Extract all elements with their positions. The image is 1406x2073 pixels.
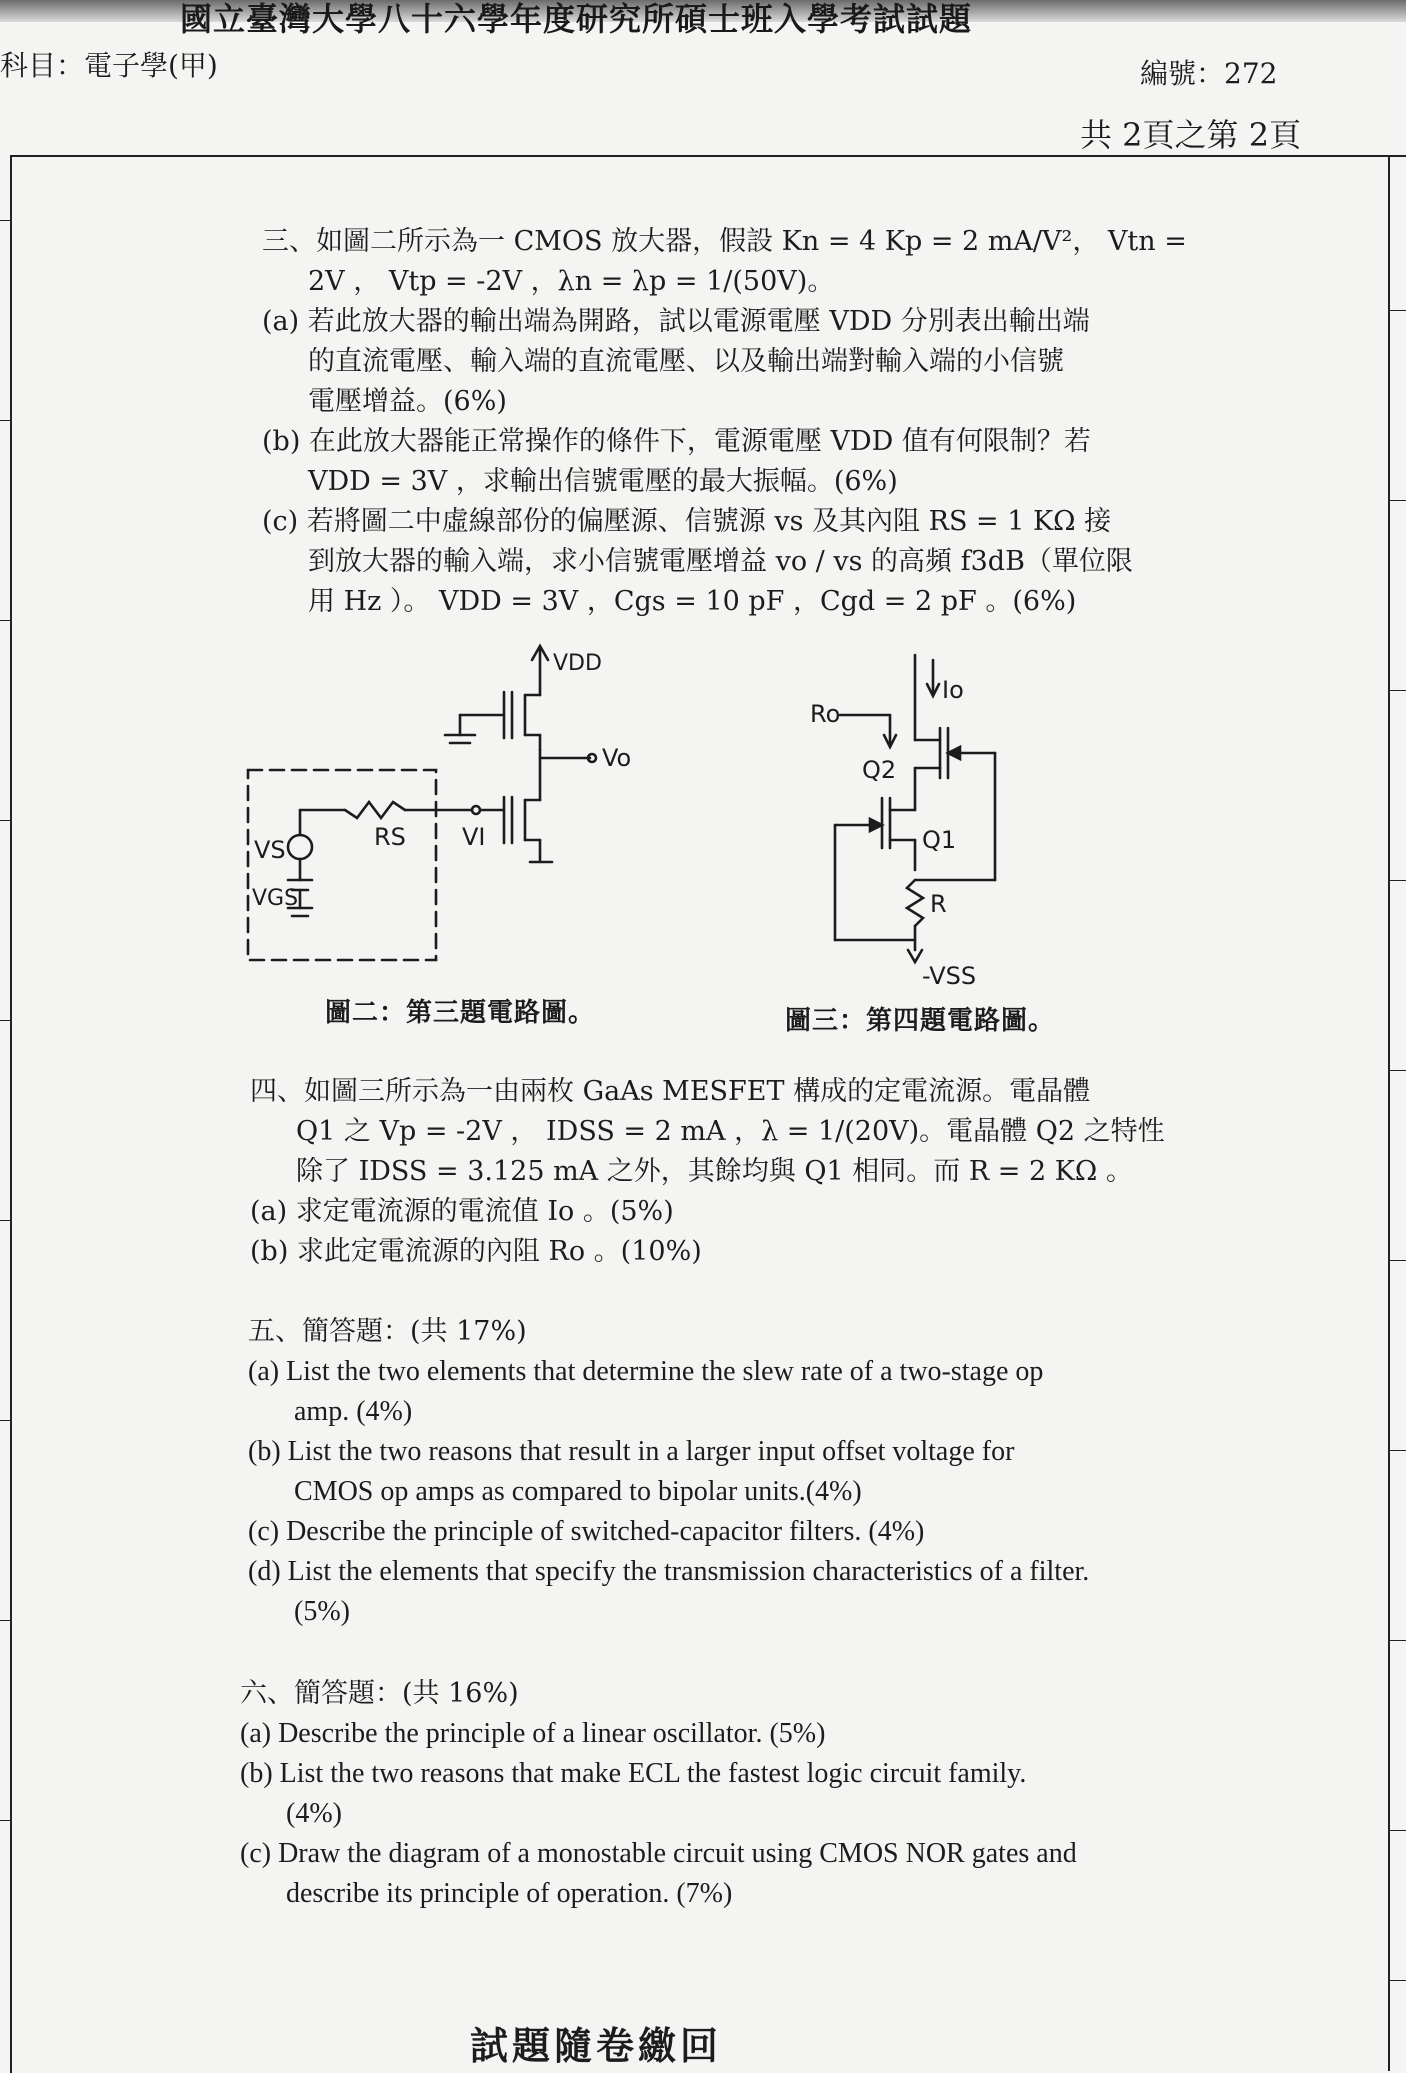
q5d-line: (5%) (294, 1596, 350, 1627)
q4-line: Q1 之 Vp = -2V ， IDSS = 2 mA ，λ = 1/(20V)。電晶體 Q2 之特性 (296, 1116, 1165, 1147)
institution-title: 國立臺灣大學八十六學年度研究所碩士班入學考試試題 (180, 0, 973, 38)
q3c-line: 到放大器的輸入端，求小信號電壓增益 vo / vs 的高頻 f3dB（單位限 (308, 546, 1133, 577)
margin-tick (1388, 1980, 1406, 1981)
question-5 (248, 1312, 1089, 1632)
margin-tick (1388, 690, 1406, 691)
q3a-line: 電壓增益。(6%) (308, 386, 507, 417)
margin-tick (0, 220, 10, 221)
margin-tick (0, 820, 10, 821)
vo-label: Vo (602, 744, 632, 772)
rs-label: RS (374, 823, 406, 851)
subject-label: 科目：電子學(甲) (0, 49, 218, 82)
q4b-line: (b) 求此定電流源的內阻 Ro 。(10%) (250, 1236, 702, 1267)
r-label: R (930, 890, 947, 918)
figure-3-caption: 圖三：第四題電路圖。 (785, 1006, 1056, 1036)
figure-2-cmos-amplifier (240, 640, 670, 970)
q3b-line: (b) 在此放大器能正常操作的條件下，電源電壓 VDD 值有何限制？若 (262, 426, 1091, 457)
ro-label: Ro (810, 700, 841, 728)
q3-line: 三、如圖二所示為一 CMOS 放大器，假設 Kn = 4 Kp = 2 mA/V²， Vtn = (262, 226, 1187, 257)
margin-tick (0, 1820, 10, 1821)
figure-2-caption: 圖二：第三題電路圖。 (325, 998, 596, 1028)
q5a-line: amp. (4%) (294, 1396, 413, 1427)
margin-tick (0, 420, 10, 421)
q3-line: 2V ， Vtp = -2V ，λn = λp = 1/(50V)。 (308, 266, 835, 297)
q6c-line: (c) Draw the diagram of a monostable circuit using CMOS NOR gates and (240, 1838, 1077, 1869)
question-4 (250, 1072, 1165, 1272)
q5d-line: (d) List the elements that specify the transmission characteristics of a filter. (248, 1556, 1090, 1587)
q3a-line: 的直流電壓、輸入端的直流電壓、以及輸出端對輸入端的小信號 (308, 346, 1064, 377)
q3b-line: VDD = 3V ，求輸出信號電壓的最大振幅。(6%) (308, 466, 898, 497)
margin-tick (1388, 1640, 1406, 1641)
vs-label: VS (254, 836, 286, 864)
margin-tick (1388, 500, 1406, 501)
vss-label: -VSS (922, 962, 977, 990)
margin-tick (1388, 1260, 1406, 1261)
margin-tick (1388, 1070, 1406, 1071)
margin-tick (0, 1420, 10, 1421)
q4a-line: (a) 求定電流源的電流值 Io 。(5%) (250, 1196, 674, 1227)
margin-tick (0, 620, 10, 621)
page-count: 共 2頁之第 2頁 (1080, 116, 1302, 154)
q6b-line: (4%) (286, 1798, 342, 1829)
exam-code: 編號：272 (1140, 57, 1278, 90)
q3a-line: (a) 若此放大器的輸出端為開路，試以電源電壓 VDD 分別表出輸出端 (262, 306, 1090, 337)
vgs-label: VGS (252, 886, 299, 911)
margin-tick (1388, 310, 1406, 311)
q4-line: 四、如圖三所示為一由兩枚 GaAs MESFET 構成的定電流源。電晶體 (250, 1076, 1091, 1107)
q5b-line: CMOS op amps as compared to bipolar units.(4%) (294, 1476, 862, 1507)
margin-tick (0, 1220, 10, 1221)
q3c-line: (c) 若將圖二中虛線部份的偏壓源、信號源 vs 及其內阻 RS = 1 KΩ 接 (262, 506, 1112, 537)
vi-label: VI (462, 823, 486, 851)
q5b-line: (b) List the two reasons that result in a larger input offset voltage for (248, 1436, 1015, 1467)
margin-tick (0, 1620, 10, 1621)
q1-label: Q1 (922, 826, 957, 854)
margin-tick (1388, 1830, 1406, 1831)
margin-tick (0, 1020, 10, 1021)
q6-title: 六、簡答題：(共 16%) (240, 1678, 519, 1709)
q6b-line: (b) List the two reasons that make ECL the fastest logic circuit family. (240, 1758, 1027, 1789)
q5c-line: (c) Describe the principle of switched-capacitor filters. (4%) (248, 1516, 925, 1547)
q2-label: Q2 (862, 756, 897, 784)
footer-note: 試題隨卷繳回 (470, 2023, 723, 2068)
q5a-line: (a) List the two elements that determine the slew rate of a two-stage op (248, 1356, 1044, 1387)
q4-line: 除了 IDSS = 3.125 mA 之外，其餘均與 Q1 相同。而 R = 2 KΩ 。 (296, 1156, 1133, 1187)
figure-3-current-source (800, 650, 1030, 990)
q3c-line: 用 Hz ）。 VDD = 3V ，Cgs = 10 pF ，Cgd = 2 pF 。(6%) (308, 586, 1077, 617)
vdd-label: VDD (553, 651, 602, 676)
question-3 (262, 222, 1187, 622)
q6a-line: (a) Describe the principle of a linear oscillator. (5%) (240, 1718, 826, 1749)
q6c-line: describe its principle of operation. (7%) (286, 1878, 733, 1909)
io-label: Io (942, 676, 964, 704)
page-frame-right (1388, 155, 1390, 2071)
margin-tick (1388, 1450, 1406, 1451)
margin-tick (1388, 880, 1406, 881)
q5-title: 五、簡答題：(共 17%) (248, 1316, 527, 1347)
question-6 (240, 1674, 1077, 1914)
